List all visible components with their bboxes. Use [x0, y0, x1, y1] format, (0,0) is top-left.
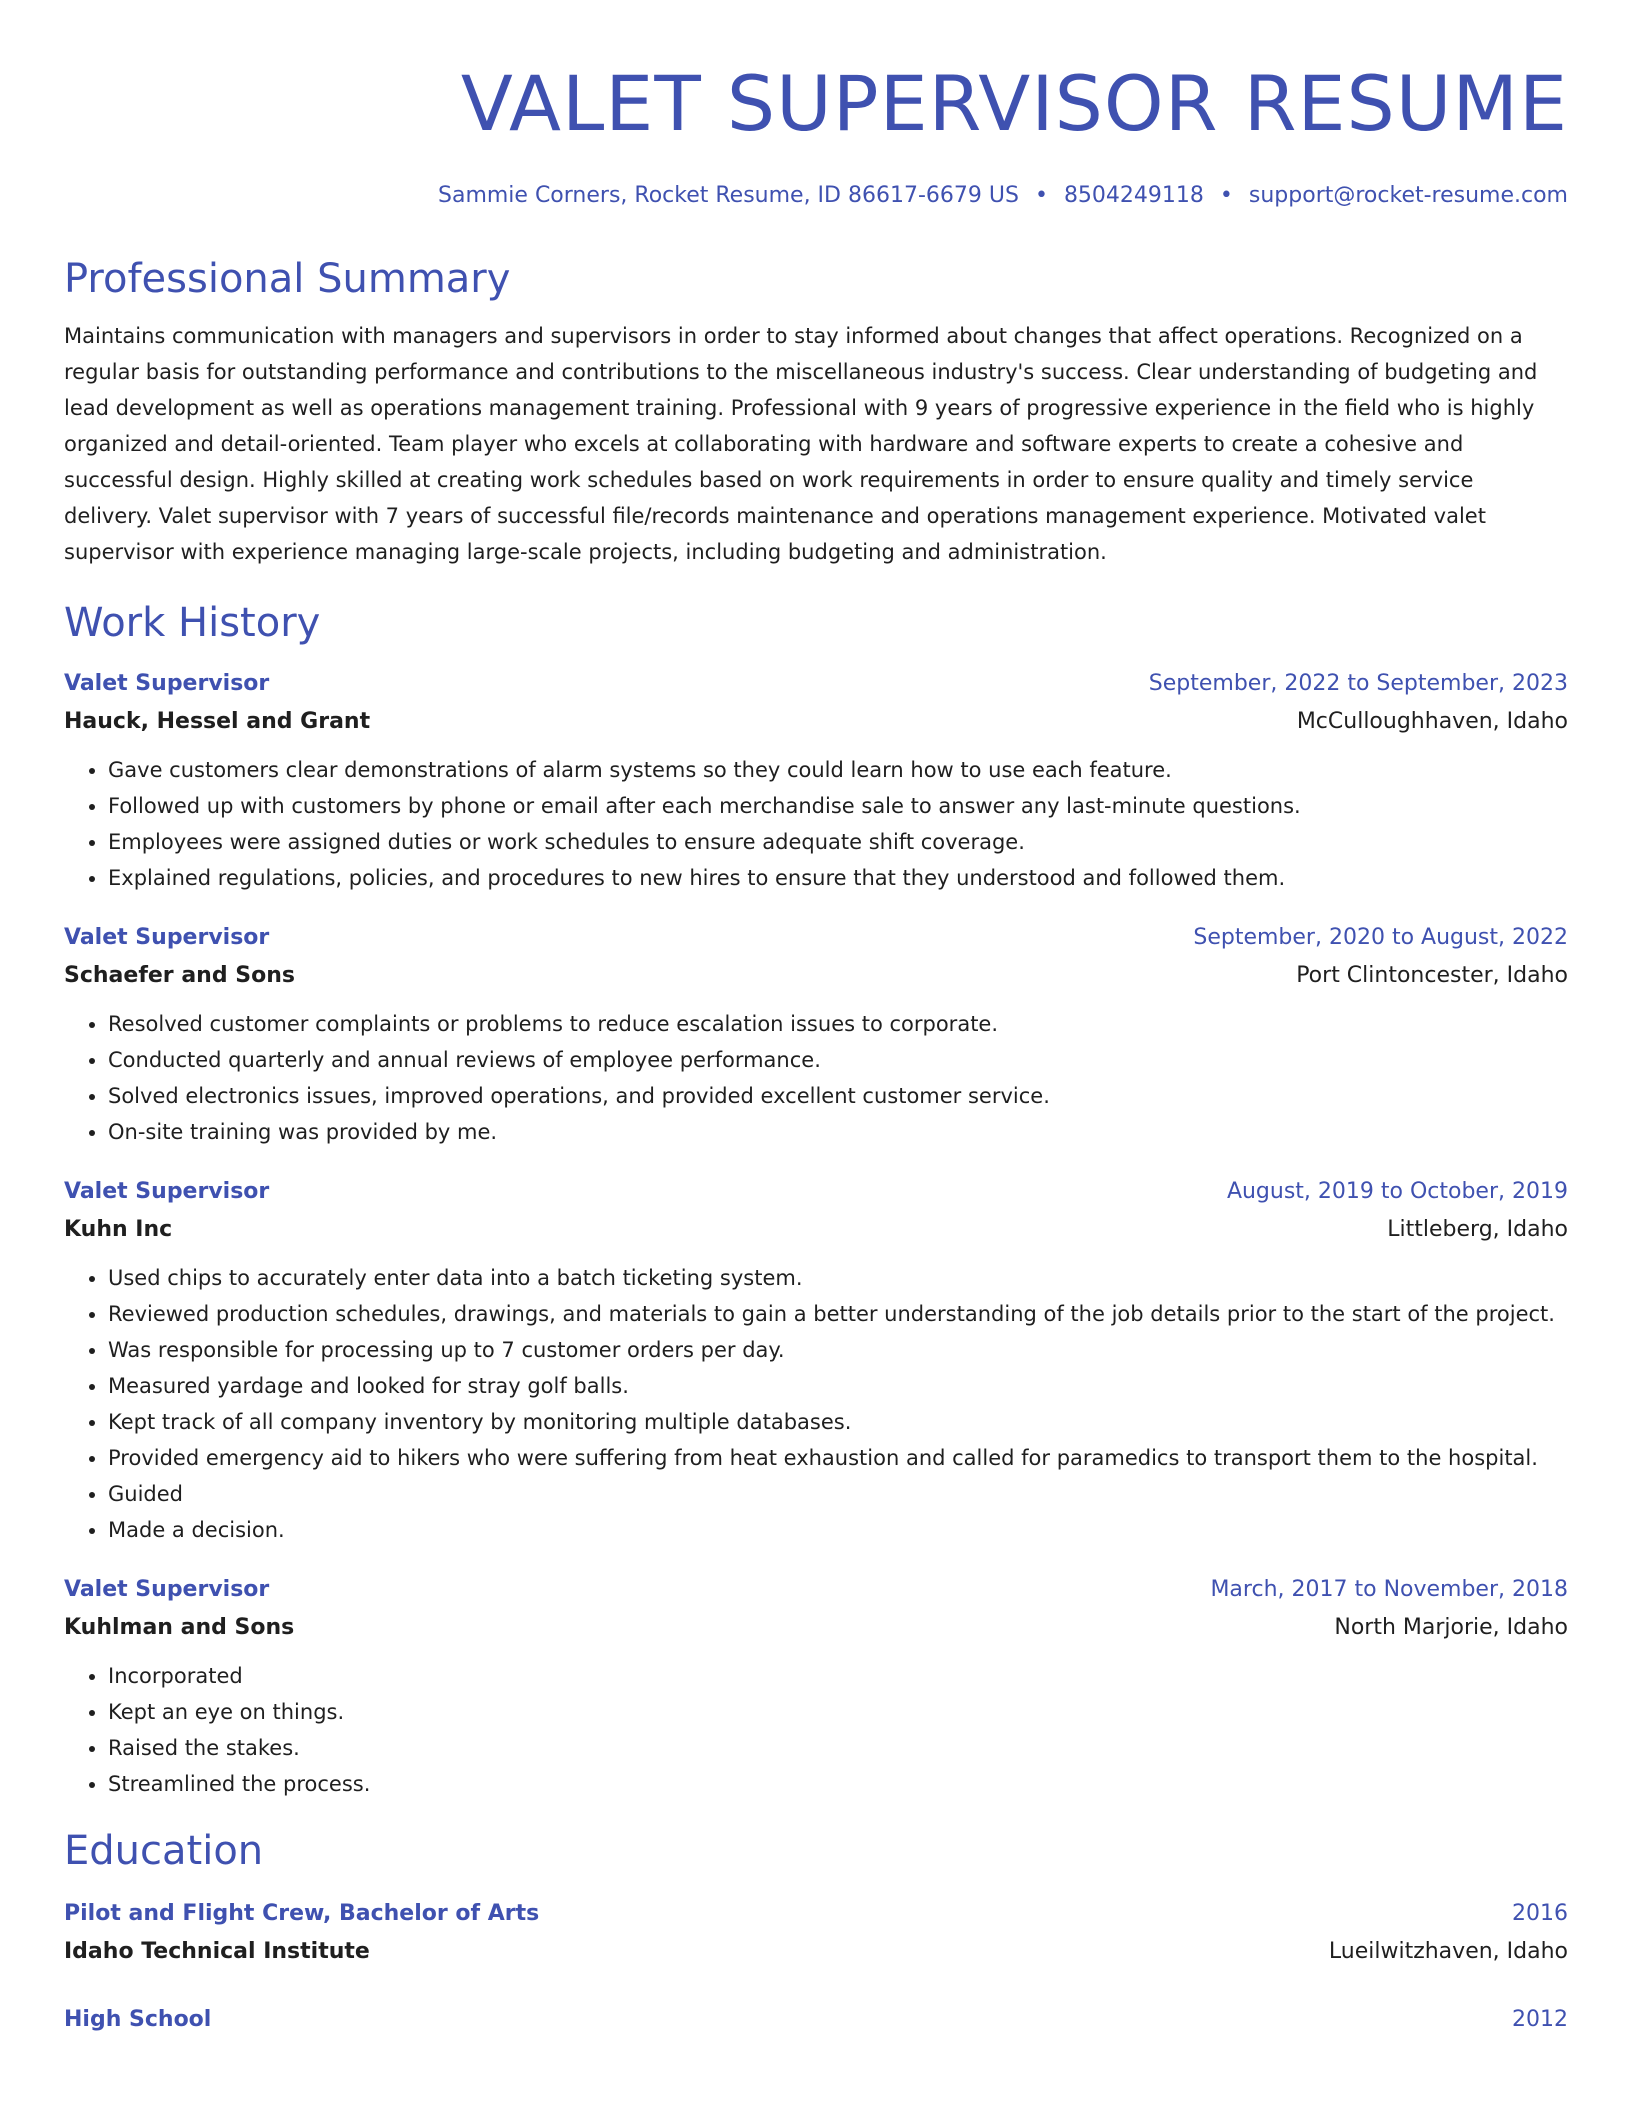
job-dates: March, 2017 to November, 2018 — [1210, 1577, 1568, 1602]
contact-address: Sammie Corners, Rocket Resume, ID 86617-6679 US — [438, 183, 1019, 208]
job-bullet: • Resolved customer complaints or problems to reduce escalation issues to corporate. — [108, 1006, 1568, 1042]
job-bullet: • Followed up with customers by phone or email after each merchandise sale to answer any last-minute questions. — [108, 788, 1568, 824]
job-bullet: • Raised the stakes. — [108, 1730, 1568, 1766]
job-title: Valet Supervisor — [64, 1577, 270, 1602]
job-company-row — [64, 1608, 1568, 1648]
job-entry — [64, 920, 1568, 1150]
job-location: Littleberg, Idaho — [1387, 1217, 1568, 1242]
job-location: McCulloughhaven, Idaho — [1296, 709, 1568, 734]
job-company: Hauck, Hessel and Grant — [64, 709, 371, 734]
job-bullets — [64, 752, 1568, 896]
contact-separator: • — [1219, 183, 1233, 208]
job-bullet: • Used chips to accurately enter data into a batch ticketing system. — [108, 1260, 1568, 1296]
summary-heading: Professional Summary — [64, 256, 511, 302]
job-title: Valet Supervisor — [64, 925, 270, 950]
job-company-row — [64, 1210, 1568, 1250]
education-school: Idaho Technical Institute — [64, 1939, 370, 1964]
job-bullet: • Was responsible for processing up to 7 customer orders per day. — [108, 1332, 1568, 1368]
education-heading: Education — [64, 1828, 264, 1874]
job-bullet: • Explained regulations, policies, and procedures to new hires to ensure that they understood and followed them. — [108, 860, 1568, 896]
education-entry — [64, 1896, 1568, 1972]
work-history-heading: Work History — [64, 600, 321, 646]
education-year: 2016 — [1512, 1901, 1568, 1926]
education-school-row — [64, 1932, 1568, 1972]
job-bullet: • On-site training was provided by me. — [108, 1114, 1568, 1150]
job-bullets — [64, 1006, 1568, 1150]
job-company: Kuhlman and Sons — [64, 1615, 295, 1640]
job-header-row — [64, 1572, 1568, 1608]
job-bullets — [64, 1658, 1568, 1802]
job-company-row — [64, 702, 1568, 742]
job-title: Valet Supervisor — [64, 671, 270, 696]
job-entry — [64, 1572, 1568, 1802]
job-bullet: • Provided emergency aid to hikers who were suffering from heat exhaustion and called for paramedics to transport them to the hospital. — [108, 1440, 1568, 1476]
job-bullet: • Incorporated — [108, 1658, 1568, 1694]
job-bullet: • Employees were assigned duties or work schedules to ensure adequate shift coverage. — [108, 824, 1568, 860]
job-company-row — [64, 956, 1568, 996]
education-degree: High School — [64, 2007, 212, 2032]
job-location: North Marjorie, Idaho — [1334, 1615, 1568, 1640]
education-entry — [64, 2002, 1568, 2038]
job-bullet: • Kept an eye on things. — [108, 1694, 1568, 1730]
job-header-row — [64, 1174, 1568, 1210]
contact-email[interactable]: support@rocket-resume.com — [1248, 183, 1568, 208]
education-header-row — [64, 1896, 1568, 1932]
summary-text: Maintains communication with managers and supervisors in order to stay informed about changes that affect operations. Recognized on a regular basis for outstanding performance and contributions to the miscellaneous industry's success. Clear understanding of budgeting and lead development as well as operations management training. Professional with 9 years of progressive experience in the field who is highly organized and detail-oriented. Team player who excels at collaborating with hardware and software experts to create a cohesive and successful design. Highly skilled at creating work schedules based on work requirements in order to ensure quality and timely service delivery. Valet supervisor with 7 years of successful file/records maintenance and operations management experience. Motivated valet supervisor with experience managing large-scale projects, including budgeting and administration. — [64, 324, 1538, 564]
contact-phone[interactable]: 8504249118 — [1063, 183, 1204, 208]
job-bullet: • Reviewed production schedules, drawings, and materials to gain a better understanding of the job details prior to the start of the project. — [108, 1296, 1568, 1332]
job-entry — [64, 1174, 1568, 1548]
contact-line — [64, 180, 1568, 212]
job-bullet: • Solved electronics issues, improved operations, and provided excellent customer service. — [108, 1078, 1568, 1114]
education-header-row — [64, 2002, 1568, 2038]
education-year: 2012 — [1512, 2007, 1568, 2032]
job-location: Port Clintoncester, Idaho — [1296, 963, 1568, 988]
job-dates: September, 2022 to September, 2023 — [1148, 671, 1568, 696]
education-location: Lueilwitzhaven, Idaho — [1328, 1939, 1568, 1964]
job-title: Valet Supervisor — [64, 1179, 270, 1204]
job-company: Kuhn Inc — [64, 1217, 173, 1242]
job-bullet: • Streamlined the process. — [108, 1766, 1568, 1802]
job-bullet: • Gave customers clear demonstrations of alarm systems so they could learn how to use each feature. — [108, 752, 1568, 788]
contact-separator: • — [1034, 183, 1048, 208]
job-dates: September, 2020 to August, 2022 — [1193, 925, 1568, 950]
job-bullet: • Conducted quarterly and annual reviews of employee performance. — [108, 1042, 1568, 1078]
job-entry — [64, 666, 1568, 896]
resume-title: VALET SUPERVISOR RESUME — [460, 59, 1568, 148]
job-bullets — [64, 1260, 1568, 1548]
job-header-row — [64, 920, 1568, 956]
job-bullet: • Guided — [108, 1476, 1568, 1512]
job-header-row — [64, 666, 1568, 702]
job-bullet: • Made a decision. — [108, 1512, 1568, 1548]
job-bullet: • Measured yardage and looked for stray golf balls. — [108, 1368, 1568, 1404]
education-degree: Pilot and Flight Crew, Bachelor of Arts — [64, 1901, 540, 1926]
job-dates: August, 2019 to October, 2019 — [1226, 1179, 1568, 1204]
job-company: Schaefer and Sons — [64, 963, 295, 988]
job-bullet: • Kept track of all company inventory by monitoring multiple databases. — [108, 1404, 1568, 1440]
